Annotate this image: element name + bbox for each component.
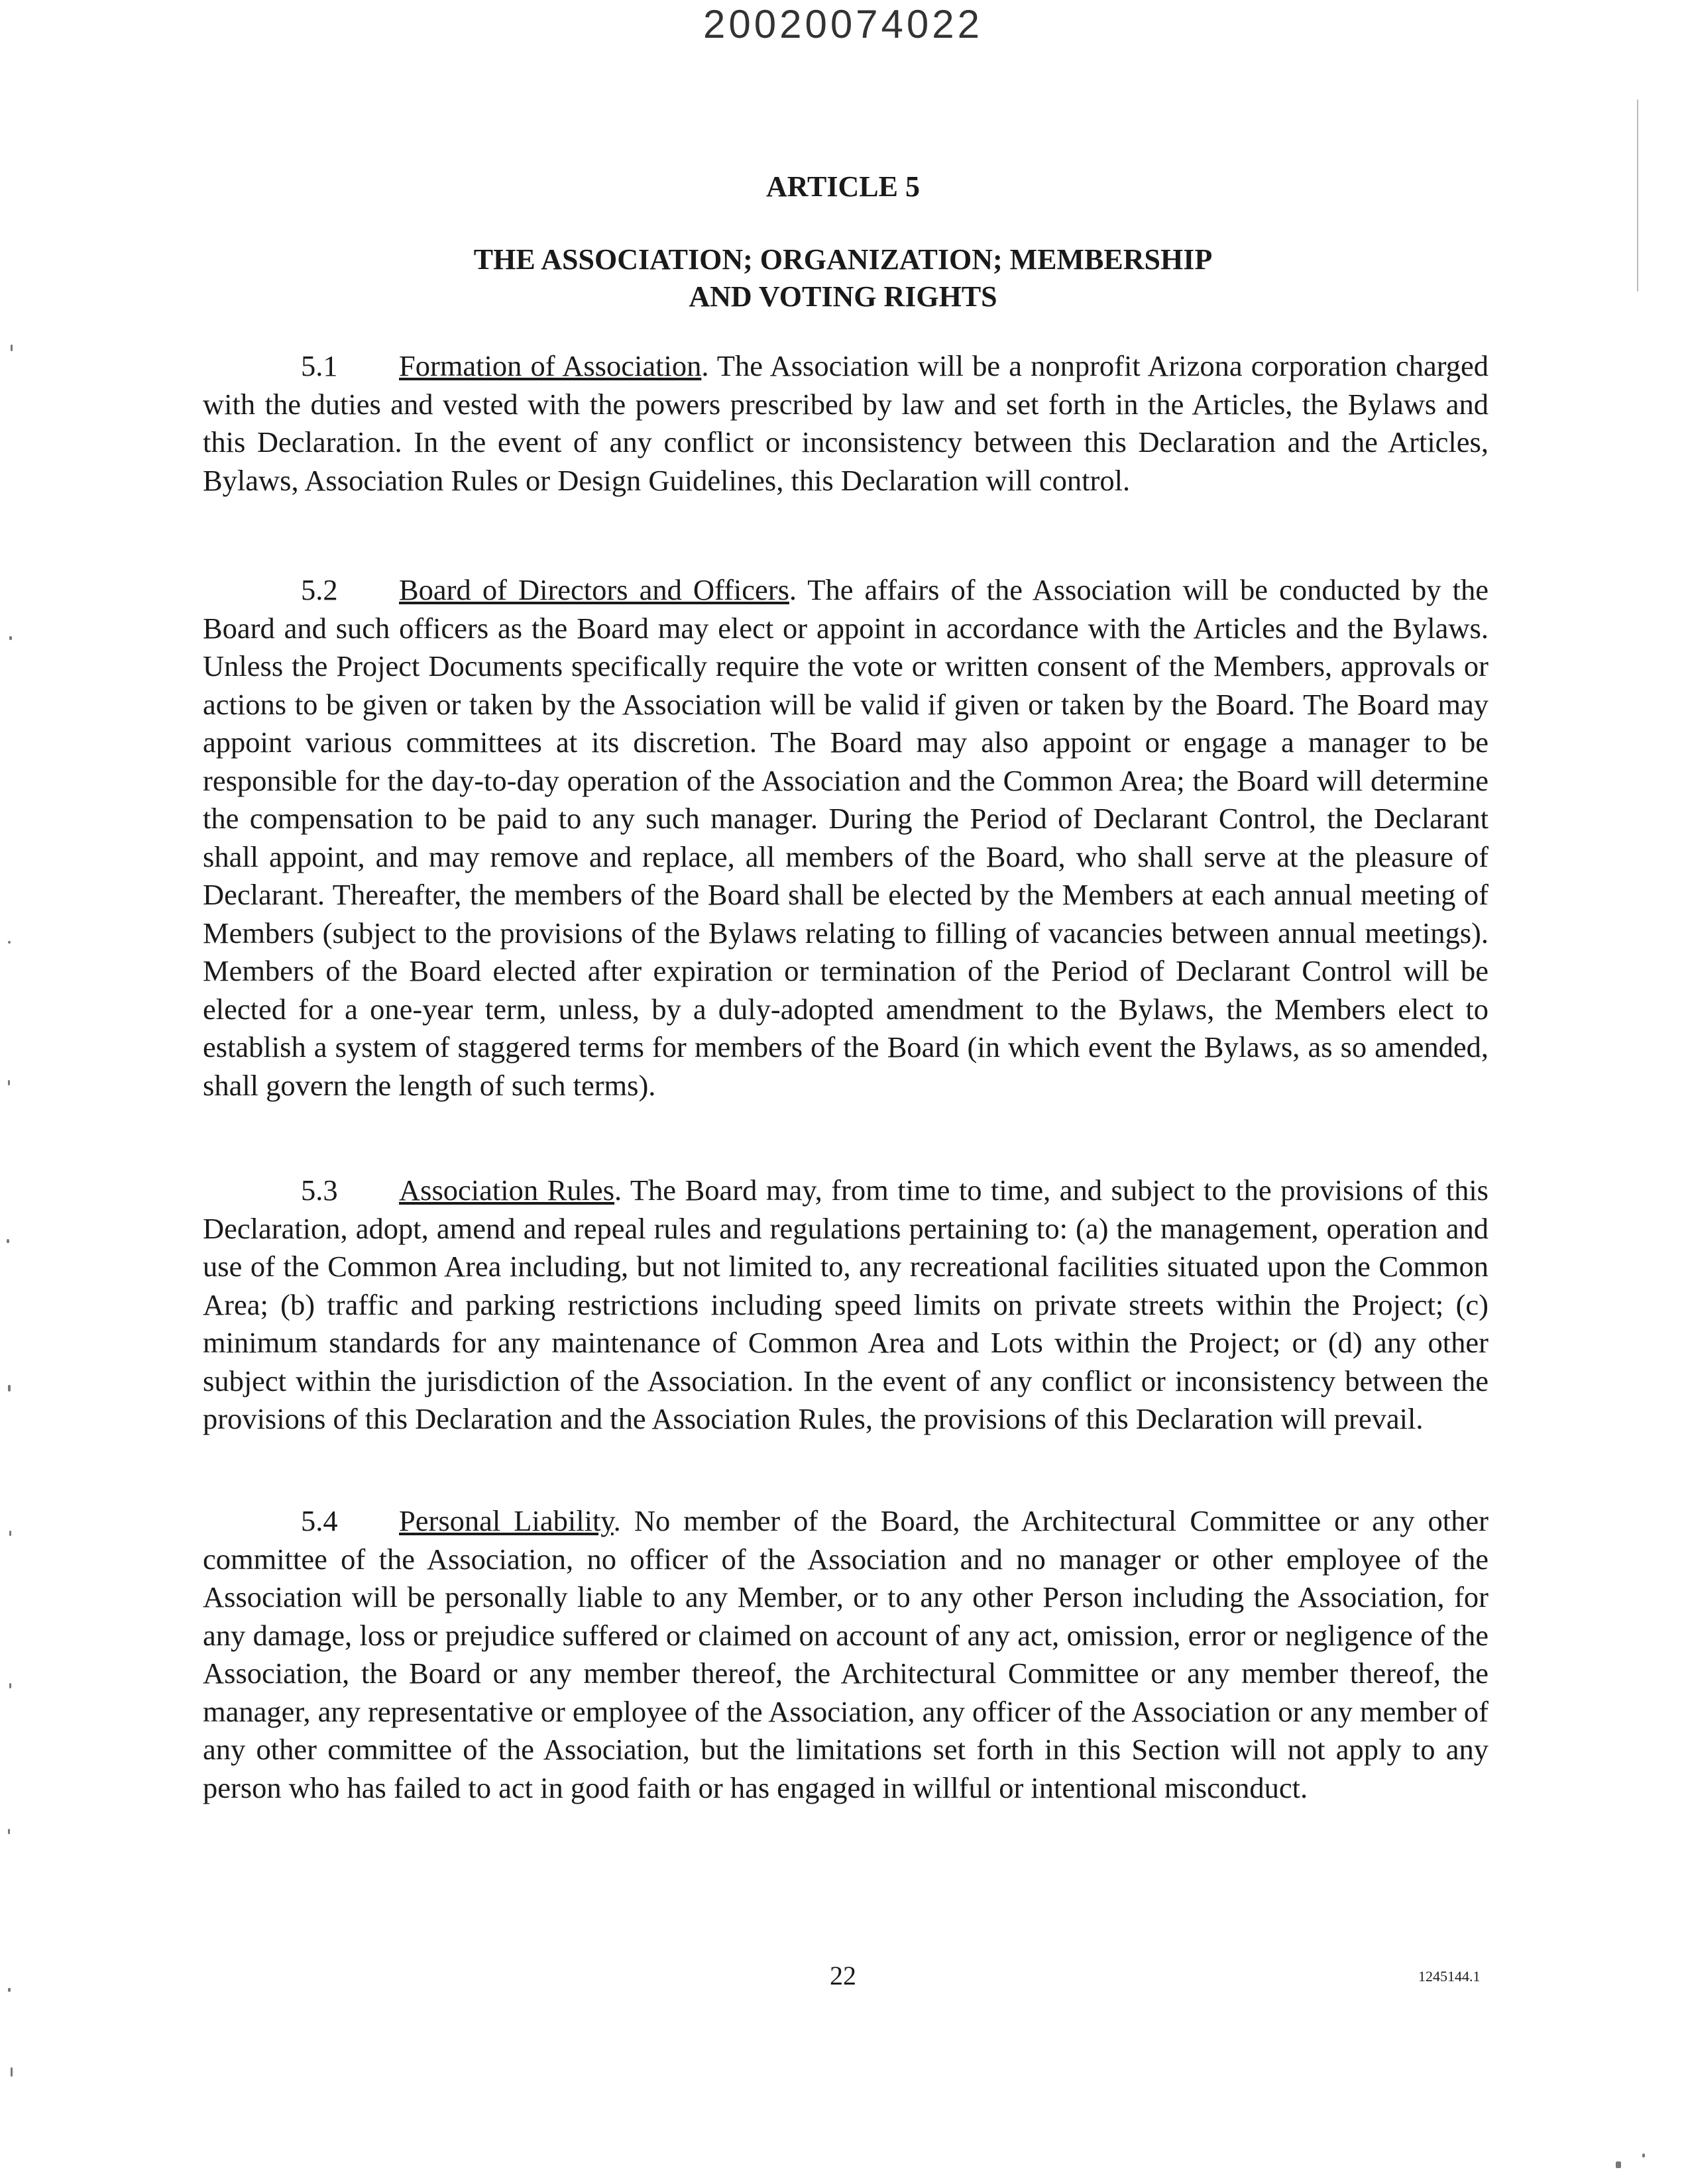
page-number: 22 [830,1961,856,1991]
article-title [0,241,1686,315]
scan-speck [1637,99,1638,292]
recording-number: 20020074022 [702,2,984,46]
scan-speck [8,1385,11,1392]
section-body: . No member of the Board, the Architectural Committee or any other committee of the Association, no officer of the Association and no manager or other employee of the Association will be personally liable to any Member, or to any other Person including the Association, for any damage, loss or prejudice suffered or claimed on account of any act, omission, error or negligence of the Association, the Board or any member thereof, the Architectural Committee or any member thereof, the manager, any representative or employee of the Association, any officer of the Association or any member of any other committee of the Association, but the limitations set forth in this Section will not apply to any person who has failed to act in good faith or has engaged in willful or intentional misconduct. [203,1504,1489,1804]
scan-speck [9,636,12,640]
section-body: . The affairs of the Association will be conducted by the Board and such officers as the Board may elect or appoint in accordance with the Articles and the Bylaws. Unless the Project Documents specifically require the vote or written consent of the Members, approvals or actions to be given or taken by the Association will be valid if given or taken by the Board. The Board may appoint various committees at its discretion. The Board may also appoint or engage a manager to be responsible for the day-to-day operation of the Association and the Common Area; the Board will determine the compensation to be paid to any such manager. During the Period of Declarant Control, the Declarant shall appoint, and may remove and replace, all members of the Board, who shall serve at the pleasure of Declarant. Thereafter, the members of the Board shall be elected by the Members at each annual meeting of Members (subject to the provisions of the Bylaws relating to filling of vacancies between annual meetings). Members of the Board elected after expiration or termination of the Period of Declarant Control will be elected for a one-year term, unless, by a duly-adopted amendment to the Bylaws, the Members elect to establish a system of staggered terms for members of the Board (in which event the Bylaws, as so amended, shall govern the length of such terms). [203,573,1489,1102]
scan-speck [8,1988,11,1992]
scan-speck [11,345,13,351]
article-heading: ARTICLE 5 [766,170,920,203]
scan-speck [11,2067,13,2077]
scan-speck [8,1080,10,1085]
section-body: . The Board may, from time to time, and subject to the provisions of this Declaration, adopt, amend and repeal rules and regulations pertaining to: (a) the management, operation and use of the Common Area including, but not limited to, any recreational facilities situated upon the Common Area; (b) traffic and parking restrictions including speed limits on private streets within the Project; (c) minimum standards for any maintenance of Common Area and Lots within the Project; or (d) any other subject within the jurisdiction of the Association. In the event of any conflict or inconsistency between the provisions of this Declaration and the Association Rules, the provisions of this Declaration will prevail. [203,1174,1489,1435]
document-reference: 1245144.1 [1418,1968,1481,1985]
section-heading: Association Rules [399,1174,615,1207]
section-number: 5.1 [301,349,338,382]
section-5-1 [203,347,1489,500]
section-heading: Personal Liability [399,1504,614,1537]
section-number: 5.3 [301,1174,338,1207]
scan-speck [8,1829,10,1834]
scan-speck [9,1531,11,1536]
section-heading: Formation of Association [399,349,702,382]
scan-speck [9,1683,11,1688]
scan-speck [1616,2161,1621,2168]
section-number: 5.2 [301,573,338,606]
article-title-line-2: AND VOTING RIGHTS [689,280,997,313]
section-number: 5.4 [301,1504,338,1537]
scan-speck [8,941,11,944]
section-5-3 [203,1172,1489,1439]
section-5-4 [203,1502,1489,1807]
scan-speck [1642,2154,1645,2157]
section-heading: Board of Directors and Officers [399,573,789,606]
section-body: . The Association will be a nonprofit Arizona corporation charged with the duties and vested with the powers prescribed by law and set forth in the Articles, the Bylaws and this Declaration. In the event of any conflict or inconsistency between this Declaration and the Articles, Bylaws, Association Rules or Design Guidelines, this Declaration will control. [203,349,1489,497]
article-title-line-1: THE ASSOCIATION; ORGANIZATION; MEMBERSHIP [473,243,1213,276]
scan-speck [7,1239,9,1243]
section-5-2 [203,571,1489,1105]
